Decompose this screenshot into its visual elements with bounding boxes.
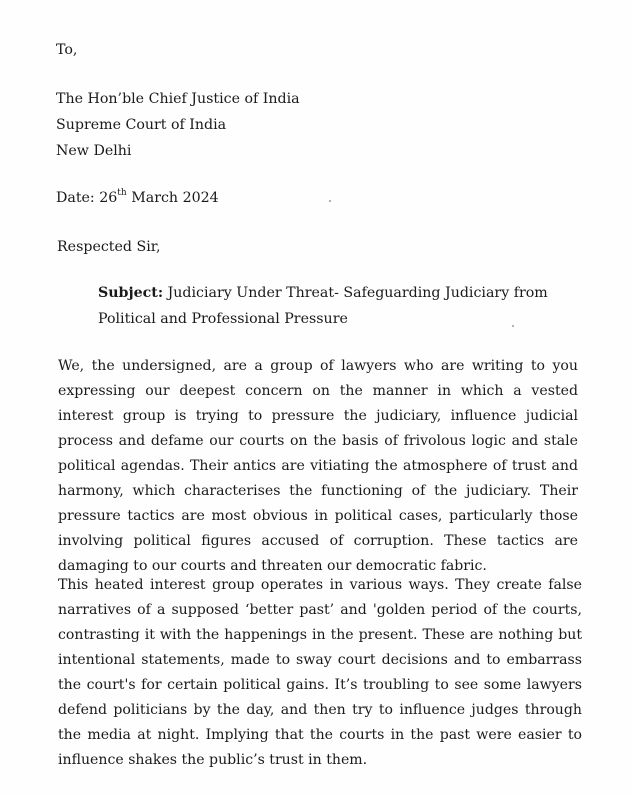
letter-date (56, 189, 219, 207)
scan-speck (512, 325, 514, 327)
date-rest: March 2024 (126, 190, 219, 206)
subject-label: Subject: (98, 285, 164, 301)
date-label: Date: 26 (56, 190, 118, 206)
addressee-line-2: Supreme Court of India (56, 117, 227, 133)
date-suffix: th (117, 188, 127, 199)
greeting: Respected Sir, (57, 239, 161, 255)
paragraph-2: This heated interest group operates in various ways. They create false narratives of a supposed ‘better past’ and 'golden period of the courts, contrasting it with the happenings in the present. These are nothing but intentional statements, made to sway court decisions and to embarrass the court's for certain political gains. It’s troubling to see some lawyers defend politicians by the day, and then try to influence judges through the media at night. Implying that the courts in the past were easier to influence shakes the public’s trust in them. (58, 577, 582, 768)
salutation-to: To, (56, 42, 78, 58)
paragraph-1: We, the undersigned, are a group of lawyers who are writing to you expressing our deepest concern on the manner in which a vested interest group is trying to pressure the judiciary, influence judicial process and defame our courts on the basis of frivolous logic and stale political agendas. Their antics are vitiating the atmosphere of trust and harmony, which characterises the functioning of the judiciary. Their pressure tactics are most obvious in political cases, particularly those involving political figures accused of corruption. These tactics are damaging to our courts and threaten our democratic fabric. (58, 358, 578, 574)
scan-speck (329, 200, 331, 202)
addressee-line-1: The Hon’ble Chief Justice of India (56, 91, 300, 107)
subject-block (98, 280, 578, 332)
addressee-line-3: New Delhi (56, 143, 132, 159)
subject-text: Judiciary Under Threat- Safeguarding Judiciary from Political and Professional Pressure (98, 285, 548, 327)
